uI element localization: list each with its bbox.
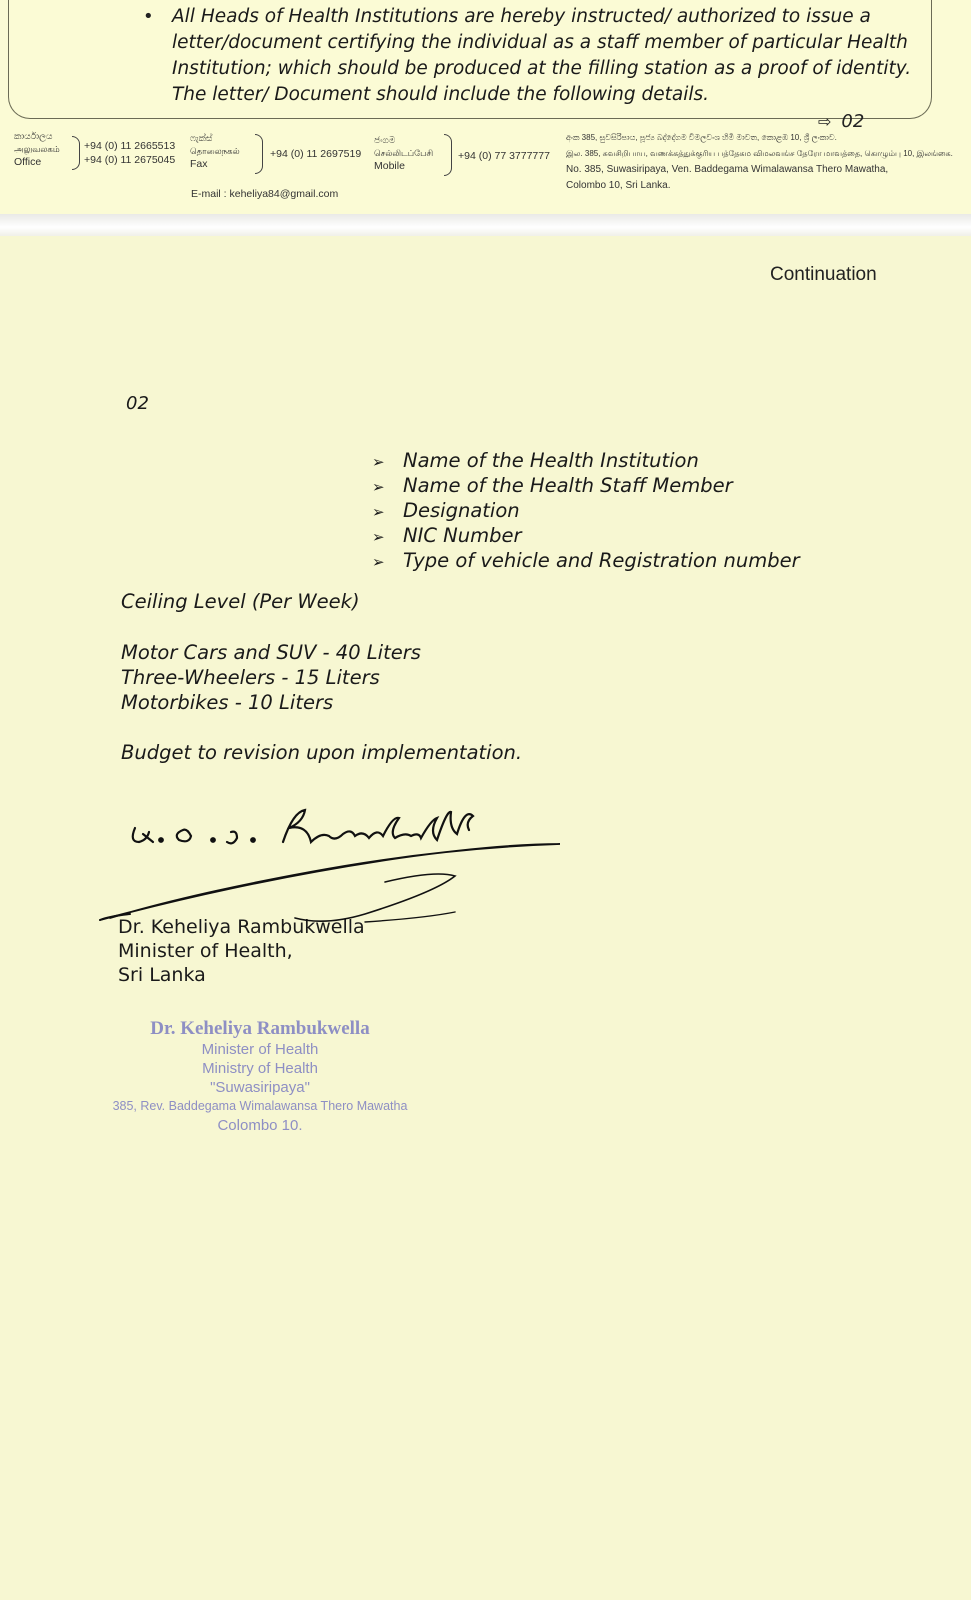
signatory-title: Minister of Health, (118, 940, 293, 962)
stamp-title: Minister of Health (201, 1041, 319, 1058)
next-page-number: 02 (841, 111, 865, 132)
fax-number: +94 (0) 11 2697519 (270, 148, 362, 160)
list-item (372, 548, 800, 573)
detail-text: Name of the Health Institution (403, 449, 699, 472)
arrowhead-bullet-icon: ➢ (372, 478, 385, 496)
postal-address (566, 130, 966, 194)
list-item (372, 448, 800, 473)
address-tamil: இல. 385, சுவசிறிபாய, வணக்கத்துக்குரிய பத்தேகம விமலவங்ச தேரோ மாவத்தை, கொழும்பு 10, இலங்கை. (566, 149, 953, 158)
arrowhead-bullet-icon: ➢ (372, 553, 385, 571)
address-sinhala: අංක 385, සුවසිරිපාය, පූජ්‍ය බද්දේගම විමලවංශ හිමි මාවත, කොළඹ 10, ශ්‍රී ලංකාව. (566, 133, 837, 142)
ceiling-motor-cars: Motor Cars and SUV - 40 Liters (121, 641, 421, 664)
mobile-number: +94 (0) 77 3777777 (458, 150, 550, 162)
detail-text: Name of the Health Staff Member (403, 474, 733, 497)
mobile-labels (374, 134, 433, 173)
right-arrow-icon: ⇨ (818, 112, 832, 131)
office-phone-1: +94 (0) 11 2665513 (84, 140, 176, 152)
fax-label-tamil: தொலைநகல் (190, 146, 240, 156)
stamp-building: "Suwasiripaya" (210, 1079, 310, 1096)
details-list (372, 448, 800, 573)
arrowhead-bullet-icon: ➢ (372, 453, 385, 471)
stamp-city: Colombo 10. (217, 1117, 303, 1134)
list-item (372, 498, 800, 523)
list-item (372, 473, 800, 498)
office-label-tamil: அலுவலகம் (14, 144, 60, 154)
stamp-ministry: Ministry of Health (202, 1060, 318, 1077)
office-label: Office (14, 156, 42, 168)
stamp-name: Dr. Keheliya Rambukwella (150, 1018, 370, 1039)
ceiling-motorbikes: Motorbikes - 10 Liters (121, 691, 334, 714)
mobile-label-sinhala: ජංගම (374, 135, 396, 145)
address-english-line1: No. 385, Suwasiripaya, Ven. Baddegama Wimalawansa Thero Mawatha, (566, 164, 889, 175)
fax-label-sinhala: ෆැක්ස් (190, 133, 213, 143)
signatory-name: Dr. Keheliya Rambukwella (118, 916, 365, 938)
stamp-street: 385, Rev. Baddegama Wimalawansa Thero Mawatha (112, 1099, 408, 1113)
mobile-brace (444, 134, 452, 176)
bullet-text: All Heads of Health Institutions are hereby instructed/ authorized to issue a letter/document certifying the individual as a staff member of particular Health Institution; which should be produced at the filling station as a proof of identity. The letter/ Document should include the following details. (172, 6, 912, 105)
letterhead-footer (0, 130, 971, 210)
fax-brace (255, 134, 263, 174)
next-page-marker (818, 111, 864, 132)
address-english-line2: Colombo 10, Sri Lanka. (566, 180, 671, 191)
email-address: E-mail : keheliya84@gmail.com (191, 188, 339, 200)
office-labels (14, 130, 60, 169)
mobile-label: Mobile (374, 160, 405, 172)
arrowhead-bullet-icon: ➢ (372, 503, 385, 521)
ceiling-three-wheelers: Three-Wheelers - 15 Liters (121, 666, 380, 689)
arrowhead-bullet-icon: ➢ (372, 528, 385, 546)
handwritten-signature (95, 808, 575, 948)
fax-labels (190, 132, 240, 171)
office-label-sinhala: කාර්යාලය (14, 131, 53, 141)
bullet-point-icon: • (143, 6, 154, 27)
office-phone-2: +94 (0) 11 2675045 (84, 154, 176, 166)
detail-text: Type of vehicle and Registration number (403, 549, 800, 572)
mobile-label-tamil: செல்லிடப்பேசி (374, 148, 434, 158)
detail-text: NIC Number (403, 524, 522, 547)
page-separator (0, 214, 971, 236)
fax-label: Fax (190, 158, 208, 170)
page-number: 02 (126, 393, 149, 414)
detail-text: Designation (403, 499, 520, 522)
continuation-label: Continuation (770, 264, 877, 285)
budget-note: Budget to revision upon implementation. (121, 741, 523, 764)
official-stamp (110, 1018, 410, 1135)
office-brace (72, 136, 80, 170)
previous-page-fragment (0, 0, 971, 225)
ceiling-heading: Ceiling Level (Per Week) (121, 590, 360, 613)
signatory-country: Sri Lanka (118, 964, 206, 986)
list-item (372, 523, 800, 548)
